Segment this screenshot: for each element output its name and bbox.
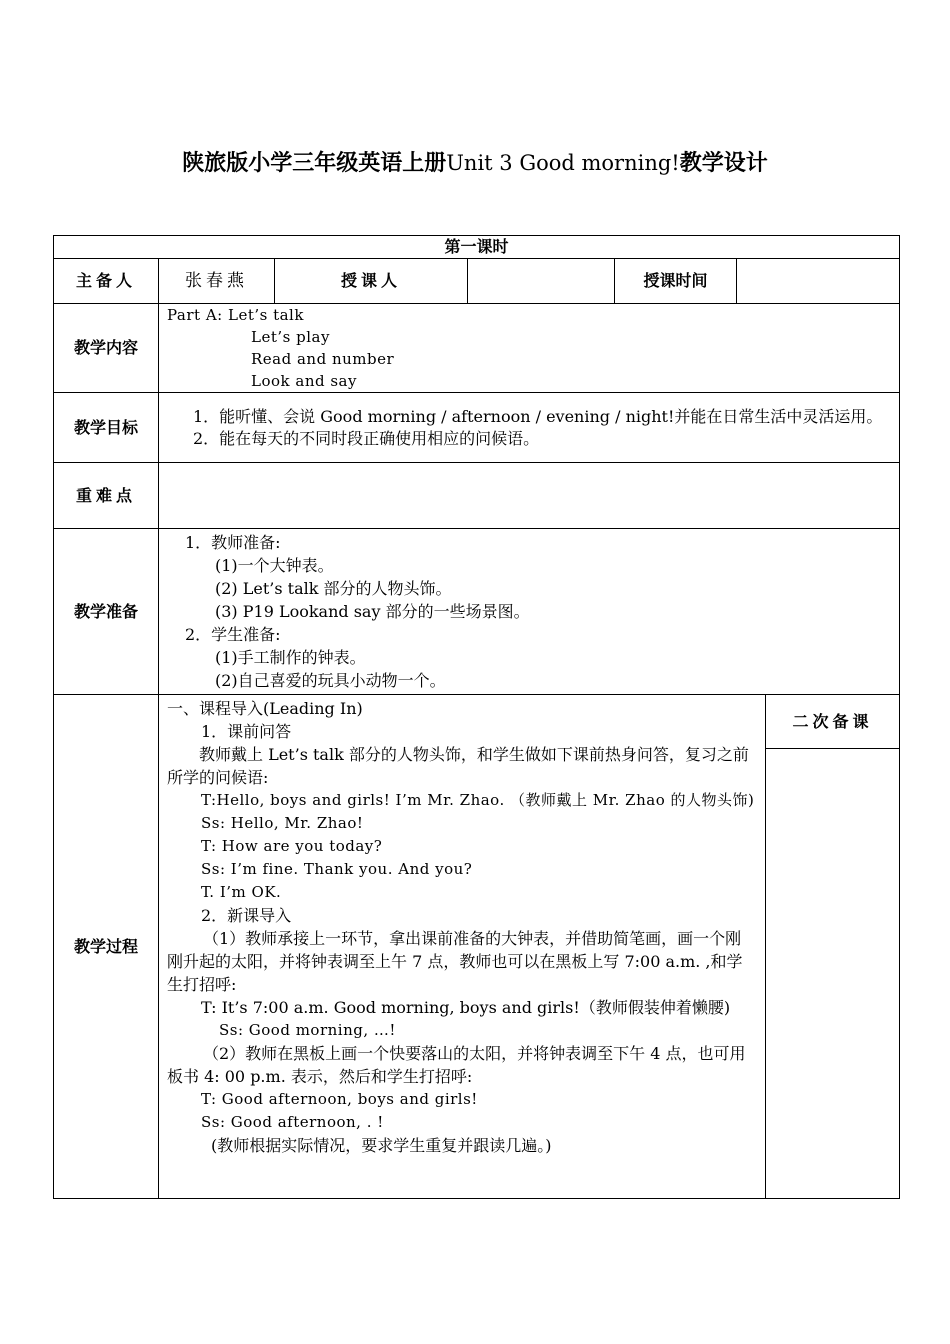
prep-line-7: (2)自己喜爱的玩具小动物一个。 — [215, 671, 446, 690]
preparer-value: 张春燕 — [159, 259, 275, 304]
title-en: Unit 3 Good morning! — [446, 151, 680, 175]
document-title — [0, 146, 950, 177]
preparation-cell — [159, 529, 900, 695]
process-p6: T: How are you today? — [201, 837, 383, 855]
objective-1: 1．能听懂、会说 Good morning / afternoon / evening / night!并能在日常生活中灵活运用。 — [193, 406, 883, 426]
process-row-top — [54, 695, 900, 749]
content-line-1: Part A: Let’s talk — [167, 306, 304, 324]
content-line-3: Read and number — [251, 350, 395, 368]
objectives-cell — [159, 393, 900, 463]
prep-line-1: 1．教师准备: — [185, 533, 281, 552]
lesson-plan-table — [53, 235, 900, 1199]
second-prep-label: 二次备课 — [766, 695, 900, 749]
preparer-label: 主备人 — [54, 259, 159, 304]
prep-line-3: (2) Let’s talk 部分的人物头饰。 — [215, 579, 452, 598]
process-p5: Ss: Hello, Mr. Zhao! — [201, 814, 364, 832]
title-cn-2: 教学设计 — [679, 151, 768, 176]
header-row — [54, 259, 900, 304]
preparation-label: 教学准备 — [54, 529, 159, 695]
process-p8: T. I’m OK. — [201, 883, 282, 901]
content-line-2: Let’s play — [251, 328, 330, 346]
process-p2: 1．课前问答 — [201, 722, 292, 741]
content-line-4: Look and say — [251, 372, 357, 390]
process-p15: Ss: Good afternoon, . ! — [201, 1113, 384, 1131]
process-p16: (教师根据实际情况，要求学生重复并跟读几遍。) — [211, 1136, 552, 1155]
prep-line-2: (1)一个大钟表。 — [215, 556, 334, 575]
process-cell — [159, 695, 766, 1199]
session-title: 第一课时 — [54, 236, 900, 259]
preparation-row — [54, 529, 900, 695]
time-label: 授课时间 — [615, 259, 737, 304]
title-cn-1: 陕旅版小学三年级英语上册 — [182, 151, 447, 176]
key-points-value — [159, 463, 900, 529]
objective-2: 2．能在每天的不同时段正确使用相应的问候语。 — [193, 428, 540, 448]
content-row — [54, 304, 900, 393]
prep-line-4: (3) P19 Lookand say 部分的一些场景图。 — [215, 602, 530, 621]
key-points-label: 重难点 — [54, 463, 159, 529]
process-p7: Ss: I’m fine. Thank you. And you? — [201, 860, 473, 878]
content-label: 教学内容 — [54, 304, 159, 393]
teacher-label: 授课人 — [275, 259, 468, 304]
content-cell — [159, 304, 900, 393]
prep-line-6: (1)手工制作的钟表。 — [215, 648, 366, 667]
process-p9: 2．新课导入 — [201, 906, 292, 925]
process-p3: 教师戴上 Let’s talk 部分的人物头饰，和学生做如下课前热身问答，复习之前所学的问候语: — [167, 745, 749, 787]
process-p4: T:Hello, boys and girls! I’m Mr. Zhao. （教师戴上 Mr. Zhao 的人物头饰) — [201, 791, 755, 809]
key-points-row — [54, 463, 900, 529]
time-value — [737, 259, 900, 304]
process-label: 教学过程 — [54, 695, 159, 1199]
teacher-value — [468, 259, 615, 304]
objectives-row — [54, 393, 900, 463]
session-row — [54, 236, 900, 259]
process-p1: 一、课程导入(Leading In) — [167, 699, 363, 718]
process-p12: Ss: Good morning, …! — [219, 1021, 396, 1039]
process-p11: T: It’s 7:00 a.m. Good morning, boys and girls!（教师假装伸着懒腰) — [201, 998, 731, 1017]
process-p10: （1）教师承接上一环节，拿出课前准备的大钟表，并借助简笔画，画一个刚刚升起的太阳，并将钟表调至上午 7 点，教师也可以在黑板上写 7:00 a.m. ,和学生打招呼: — [167, 929, 743, 994]
prep-line-5: 2．学生准备: — [185, 625, 281, 644]
process-p13: （2）教师在黑板上画一个快要落山的太阳，并将钟表调至下午 4 点，也可用板书 4: 00 p.m. 表示，然后和学生打招呼: — [167, 1044, 746, 1086]
second-prep-area — [766, 749, 900, 1199]
objectives-label: 教学目标 — [54, 393, 159, 463]
process-p14: T: Good afternoon, boys and girls! — [201, 1090, 478, 1108]
